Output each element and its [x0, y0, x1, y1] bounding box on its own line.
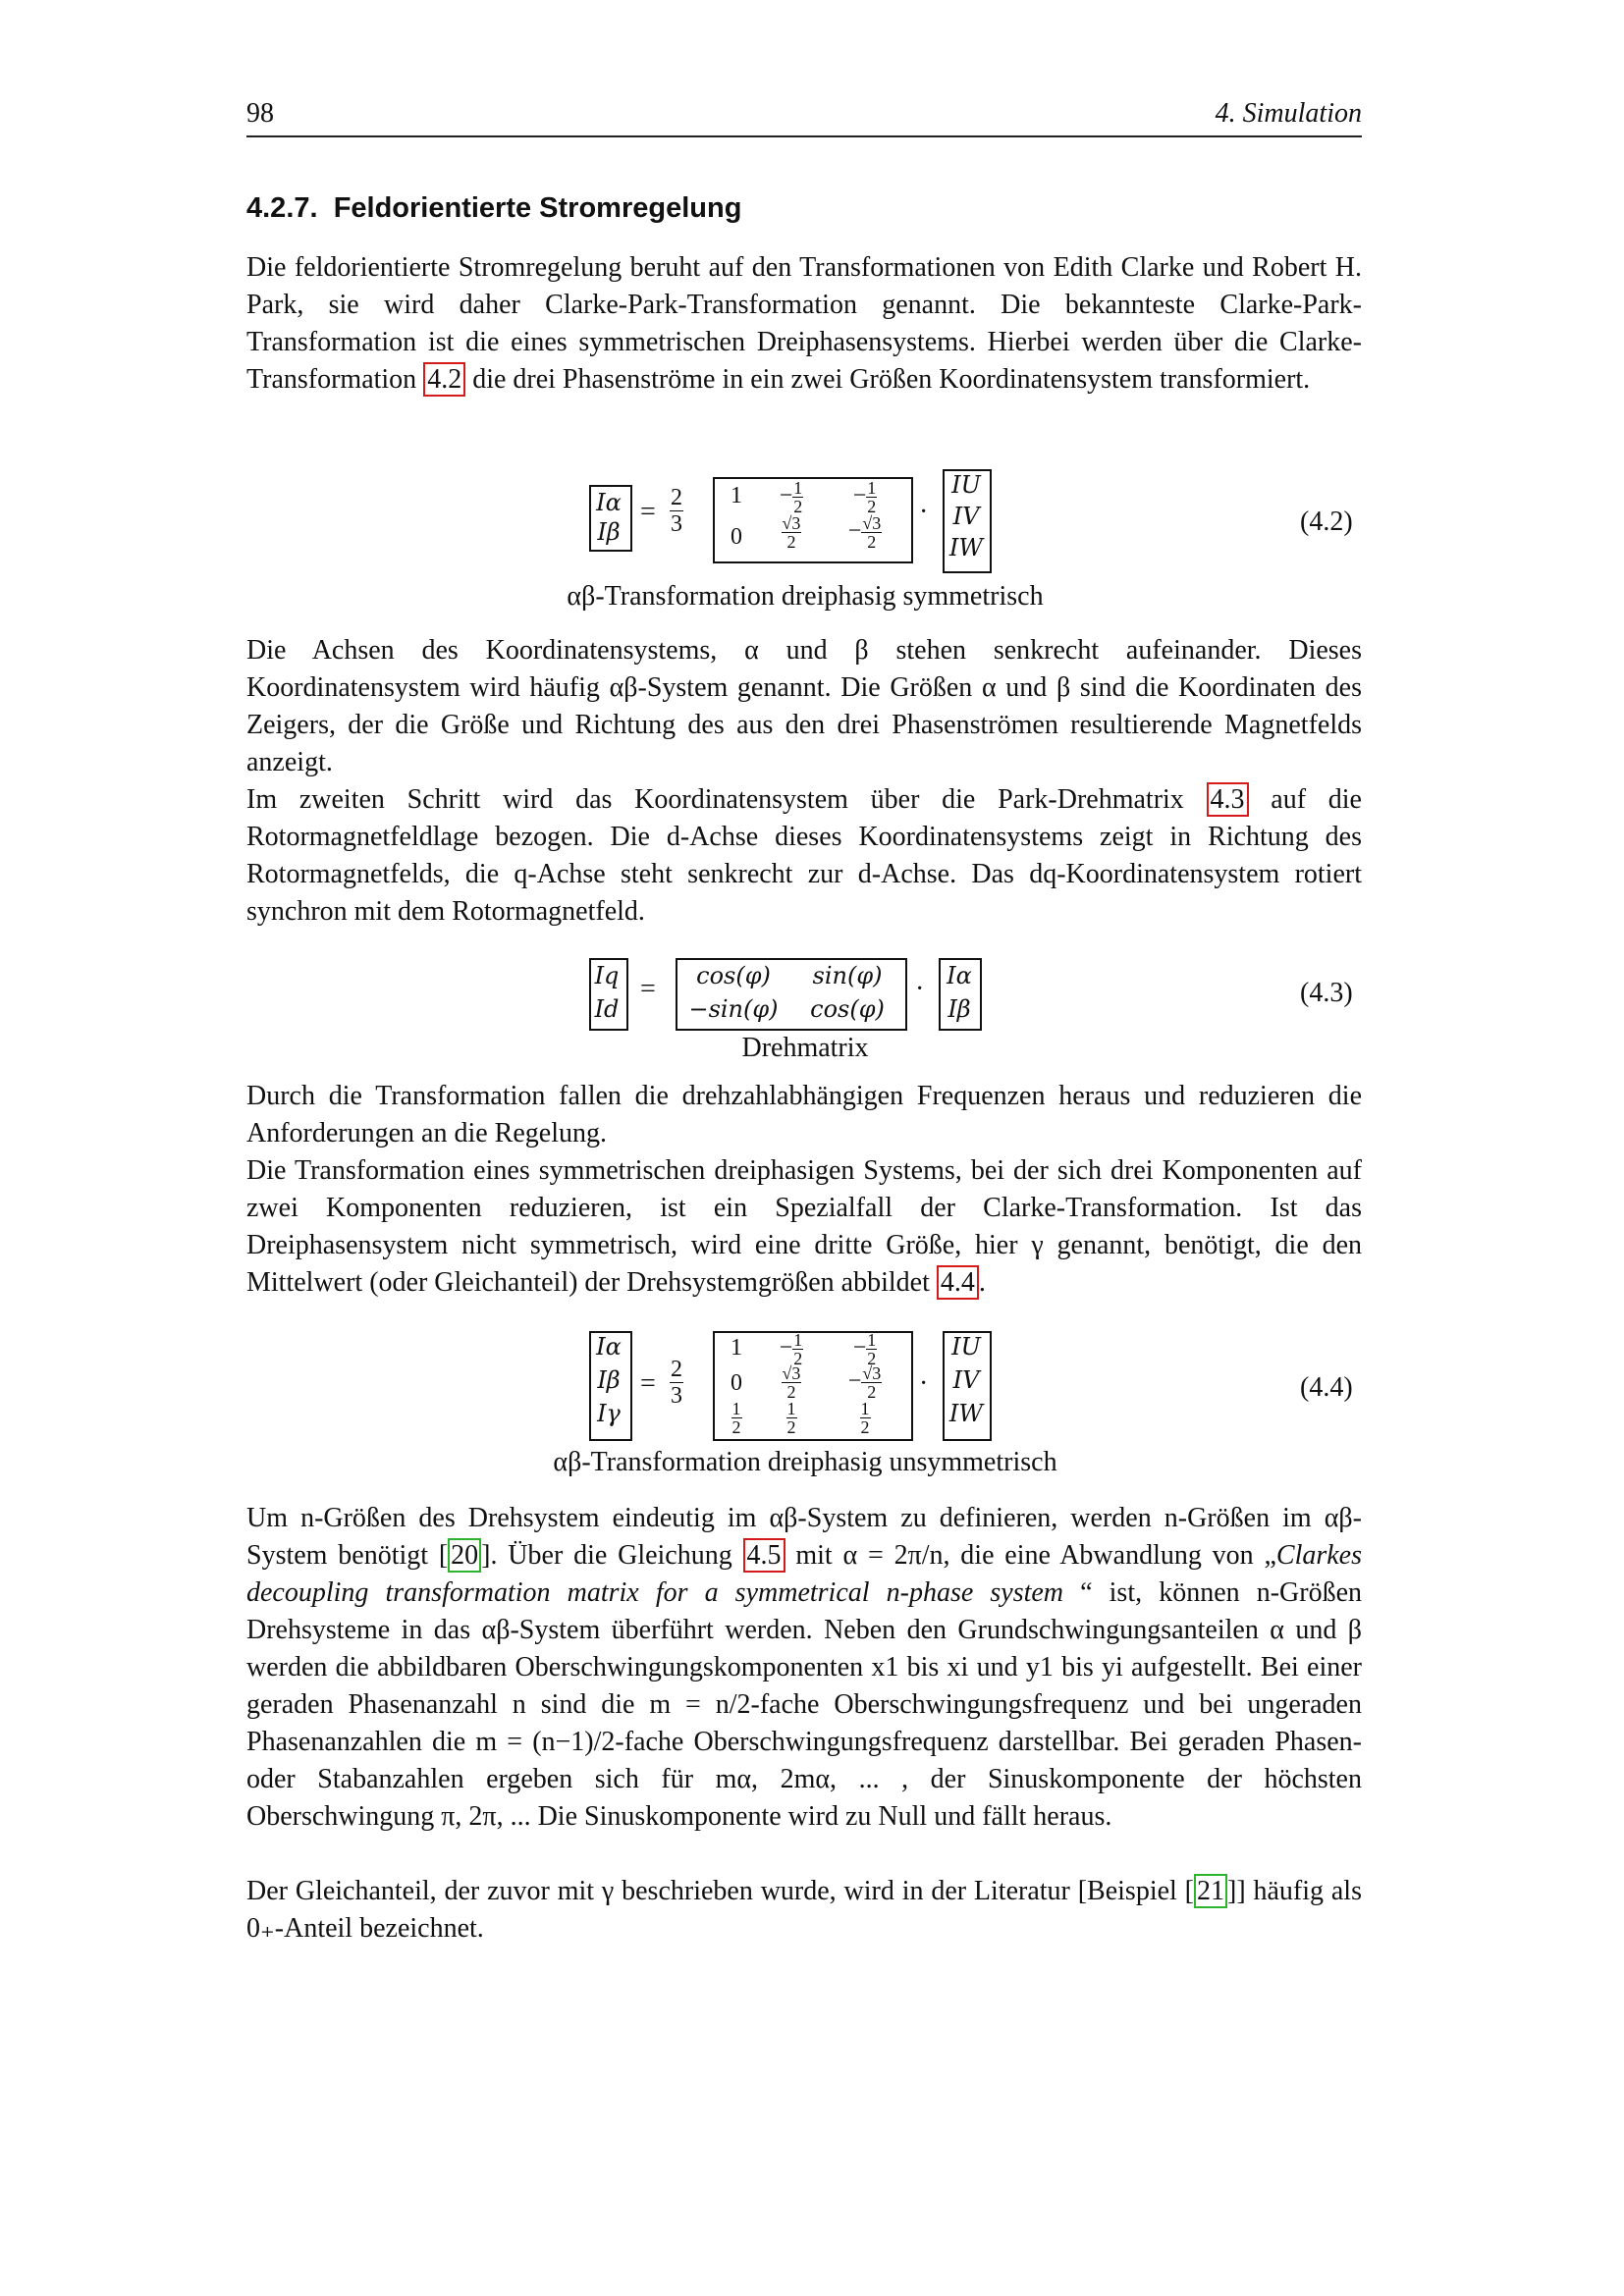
text-run: “ ist, können n-Größen Drehsysteme in das αβ-System überführt werden. Neben den Grundschwingungsanteilen α und β werden die abbildbaren Oberschwingungskomponenten x1 bis xi und y1 bis yi aufgestellt. Bei einer geraden Phasenanzahl n sind die m = n/2-fache Oberschwingungsfrequenz und bei ungeraden Phasenanzahlen die m = (n−1)/2-fache Oberschwingungsfrequenz darstellbar. Bei geraden Phasen- oder Stabanzahlen ergeben sich für mα, 2mα, ... , der Sinuskomponente der höchsten Oberschwingung π, 2π, ... Die Sinuskomponente wird zu Null und fällt heraus. [246, 1577, 1363, 1832]
matrix-cell: 0 [731, 1370, 742, 1396]
dot-operator: · [915, 974, 925, 1004]
citation-link[interactable]: 20 [448, 1538, 481, 1573]
factor: $\frac{2}{3}$ [671, 1357, 682, 1409]
page-number: 98 [246, 98, 274, 129]
quoted-title: Clarkes decoupling transformation matrix for a symmetrical n-phase system [246, 1540, 1363, 1608]
equals-sign: = [640, 497, 656, 527]
equation-4-3 [579, 954, 1031, 1035]
matrix-cell: cos(φ) [696, 962, 771, 989]
equation-link[interactable]: 4.2 [423, 362, 465, 397]
rhs-i-alpha: Iα [947, 962, 972, 989]
matrix-cell: $\frac{1}{2}$ [860, 1399, 870, 1437]
text-run: Im zweiten Schritt wird das Koordinatensystem über die Park-Drehmatrix [246, 784, 1207, 815]
matrix-cell: 1 [731, 483, 742, 508]
matrix-cell: sin(φ) [812, 962, 883, 989]
dot-operator: · [919, 1368, 929, 1399]
matrix-cell: cos(φ) [810, 995, 885, 1023]
text-run: die drei Phasenströme in ein zwei Größen Koordinatensystem transformiert. [465, 364, 1311, 395]
matrix-cell: − $\frac{√3}{2}$ [847, 1363, 882, 1402]
matrix-cell: − $\frac{1}{2}$ [852, 1330, 877, 1368]
lhs-i-q: Iq [594, 962, 620, 989]
paragraph-n-phase [246, 1500, 1362, 1836]
matrix-cell: − $\frac{1}{2}$ [779, 1330, 803, 1368]
section-heading [246, 192, 741, 225]
rhs-i-u: IU [951, 471, 981, 499]
text-run: Um n-Größen des Drehsystem eindeutig im αβ-System zu definieren, werden n-Größen im αβ-System benötigt [ [246, 1503, 1362, 1571]
rhs-i-w: IW [948, 1400, 984, 1427]
text-run: Die feldorientierte Stromregelung beruht auf den Transformationen von Edith Clarke und Robert H. Park, sie wird daher Clarke-Park-Transformation genannt. Die bekannteste Clarke-Park-Transformation ist die eines symmetrischen Dreiphasensystems. Hierbei werden über die Clarke-Transformation [246, 252, 1362, 395]
lhs-i-beta: Iβ [597, 1366, 621, 1394]
equation-link[interactable]: 4.5 [743, 1538, 785, 1573]
equation-4-2 [579, 461, 1031, 579]
equation-caption: αβ-Transformation dreiphasig symmetrisch [567, 581, 1044, 612]
paragraph-reduction: Durch die Transformation fallen die drehzahlabhängigen Frequenzen heraus und reduzieren die Anforderungen an die Regelung. [246, 1081, 1362, 1148]
matrix-cell: $\frac{1}{2}$ [786, 1399, 796, 1437]
rhs-i-beta: Iβ [947, 995, 971, 1023]
equation-link[interactable]: 4.3 [1207, 782, 1249, 817]
matrix-cell: − $\frac{1}{2}$ [779, 478, 803, 516]
lhs-i-alpha: Iα [596, 489, 622, 516]
text-run: auf die Rotormagnetfeldlage bezogen. Die d-Achse dieses Koordinatensystems zeigt in Richtung des Rotormagnetfelds, die q-Achse steht senkrecht zur d-Achse. Das dq-Koordinatensystem rotiert synchron mit dem Rotormagnetfeld. [246, 784, 1362, 927]
equals-sign: = [640, 974, 656, 1004]
chapter-title: 4. Simulation [1215, 98, 1362, 129]
paragraph-axes: Die Achsen des Koordinatensystems, α und β stehen senkrecht aufeinander. Dieses Koordinatensystem wird häufig αβ-System genannt. Die Größen α und β sind die Koordinaten des Zeigers, der die Größe und Richtung des aus den drei Phasenströmen resultierende Magnetfelds anzeigt. [246, 635, 1362, 777]
text-run: ]. Über die Gleichung [481, 1540, 743, 1571]
equals-sign: = [640, 1368, 656, 1399]
rhs-i-v: IV [952, 503, 980, 530]
equation-caption: αβ-Transformation dreiphasig unsymmetrisch [553, 1447, 1057, 1477]
rhs-i-v: IV [952, 1366, 980, 1394]
section-number: 4.2.7. [246, 192, 318, 224]
matrix-cell: $\frac{√3}{2}$ [782, 513, 801, 552]
equation-number: (4.4) [1300, 1372, 1353, 1403]
text-run: Der Gleichanteil, der zuvor mit γ beschrieben wurde, wird in der Literatur [Beispiel [ [246, 1876, 1194, 1906]
paragraph-zero-sequence [246, 1873, 1362, 1948]
matrix-cell: − $\frac{1}{2}$ [852, 478, 877, 516]
paragraph-park [246, 781, 1362, 931]
text-run: Die Transformation eines symmetrischen dreiphasigen Systems, bei der sich drei Komponenten auf zwei Komponenten reduzieren, ist ein Spezialfall der Clarke-Transformation. Ist das Dreiphasensystem nicht symmetrisch, wird eine dritte Größe, hier γ genannt, benötigt, die den Mittelwert (oder Gleichanteil) der Drehsystemgrößen abbildet [246, 1155, 1362, 1298]
citation-link[interactable]: 21 [1194, 1874, 1227, 1908]
factor: $\frac{2}{3}$ [671, 485, 682, 537]
lhs-i-gamma: Iγ [597, 1400, 621, 1427]
equation-number: (4.3) [1300, 978, 1353, 1008]
rhs-i-w: IW [948, 534, 984, 561]
dot-operator: · [919, 497, 929, 527]
matrix-cell: $\frac{1}{2}$ [731, 1399, 741, 1437]
matrix-cell: $\frac{√3}{2}$ [782, 1363, 801, 1402]
matrix-cell: 1 [731, 1335, 742, 1361]
running-header [246, 98, 1362, 137]
text-run: . [978, 1267, 986, 1298]
matrix-cell: − $\frac{√3}{2}$ [847, 513, 882, 552]
matrix-cell: 0 [731, 524, 742, 550]
equation-link[interactable]: 4.4 [937, 1265, 979, 1300]
text-run: ]] häufig als 0₊-Anteil bezeichnet. [246, 1876, 1362, 1944]
section-title: Feldorientierte Stromregelung [333, 192, 742, 224]
lhs-i-beta: Iβ [597, 518, 621, 546]
equation-number: (4.2) [1300, 507, 1353, 537]
rhs-i-u: IU [951, 1333, 981, 1361]
text-run: mit α = 2π/n, die eine Abwandlung von „ [785, 1540, 1276, 1571]
paragraph-asym [246, 1152, 1362, 1302]
matrix-cell: −sin(φ) [688, 995, 779, 1023]
equation-caption: Drehmatrix [741, 1033, 869, 1063]
lhs-i-d: Id [594, 995, 620, 1023]
lhs-i-alpha: Iα [596, 1333, 622, 1361]
equation-4-4 [579, 1327, 1031, 1445]
paragraph-intro [246, 249, 1362, 399]
